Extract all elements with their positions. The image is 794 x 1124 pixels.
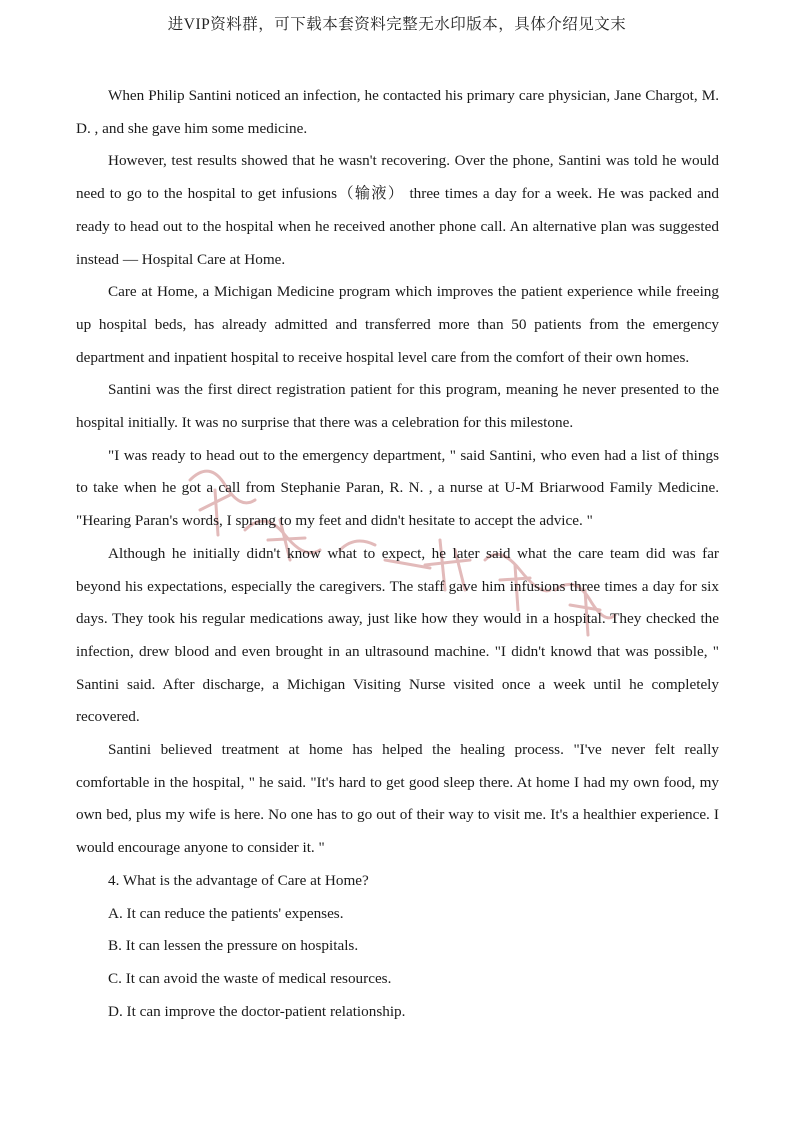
question-stem: 4. What is the advantage of Care at Home? bbox=[108, 871, 369, 889]
article-paragraph: Santini believed treatment at home has helped the healing process. "I've never felt really comfortable in the hospital, " he said. "It's hard to get good sleep there. At home I had my own food, my own bed, plus my wife is here. No one has to go out of their way to visit me. It's a healthier experience. I would encourage anyone to consider it. " bbox=[76, 741, 719, 857]
article-paragraph: Care at Home, a Michigan Medicine program which improves the patient experience while freeing up hospital beds, has already admitted and transferred more than 50 patients from the emergency department and inpatient hospital to receive hospital level care from the comfort of their own homes. bbox=[76, 283, 719, 366]
article-paragraph: "I was ready to head out to the emergency department, " said Santini, who even had a list of things to take when he got a call from Stephanie Paran, R. N. , a nurse at U-M Briarwood Family Medicine. "Hearing Paran's words, I sprang to my feet and didn't hesitate to accept the advice. " bbox=[76, 446, 719, 530]
answer-option-a: A. It can reduce the patients' expenses. bbox=[108, 904, 344, 922]
article-paragraph: Although he initially didn't know what to expect, he later said what the care team did was far beyond his expectations, especially the caregivers. The staff gave him infusions three times a day for six days. They took his regular medications away, just like how they would in a hospital. They checked the infection, drew blood and even brought in an ultrasound machine. "I didn't knowd that was possible, " Santini said. After discharge, a Michigan Visiting Nurse visited once a week until he completely recovered. bbox=[76, 544, 719, 726]
article-paragraph: However, test results showed that he wasn't recovering. Over the phone, Santini was told he would need to go to the hospital to get infusions（输液） three times a day for a week. He was packed and ready to head out to the hospital when he received another phone call. An alternative plan was suggested instead — Hospital Care at Home. bbox=[76, 152, 719, 268]
answer-option-d: D. It can improve the doctor-patient relationship. bbox=[108, 1002, 406, 1020]
article-paragraph: When Philip Santini noticed an infection, he contacted his primary care physician, Jane Chargot, M. D. , and she gave him some medicine. bbox=[76, 87, 719, 137]
answer-option-b: B. It can lessen the pressure on hospitals. bbox=[108, 937, 359, 955]
article-body bbox=[76, 80, 719, 1028]
answer-option-c: C. It can avoid the waste of medical resources. bbox=[108, 969, 392, 987]
article-paragraph: Santini was the first direct registration patient for this program, meaning he never presented to the hospital initially. It was no surprise that there was a celebration for this milestone. bbox=[76, 381, 719, 432]
header-banner: 进VIP资料群，可下载本套资料完整无水印版本，具体介绍见文末 bbox=[167, 16, 627, 33]
